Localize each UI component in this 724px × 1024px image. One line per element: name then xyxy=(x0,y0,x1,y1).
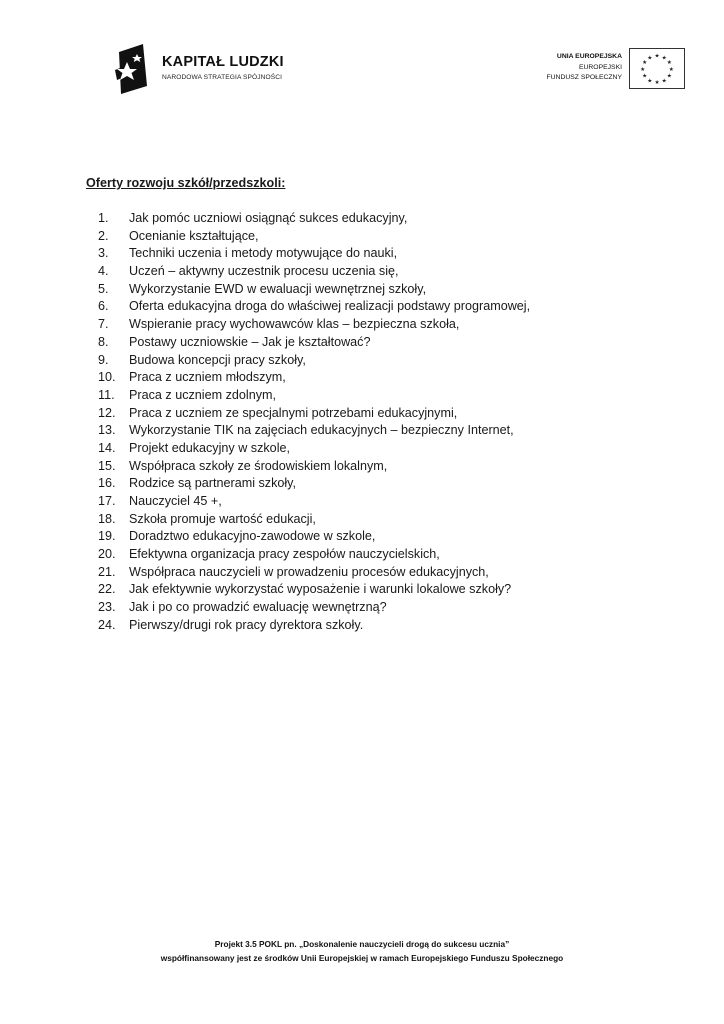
list-item-text: Praca z uczniem młodszym, xyxy=(129,370,286,385)
svg-text:★: ★ xyxy=(654,53,660,60)
list-item xyxy=(98,440,530,458)
list-item-number: 8. xyxy=(98,334,109,349)
list-item-text: Wykorzystanie TIK na zajęciach edukacyjnych – bezpieczny Internet, xyxy=(129,423,514,438)
list-item-text: Współpraca szkoły ze środowiskiem lokalnym, xyxy=(129,458,388,473)
list-item-text: Postawy uczniowskie – Jak je kształtować? xyxy=(129,334,371,349)
list-item-number: 3. xyxy=(98,246,109,261)
list-item xyxy=(98,298,530,316)
list-item-text: Rodzice są partnerami szkoły, xyxy=(129,476,297,491)
eu-logo xyxy=(537,48,687,90)
eu-logo-line1: UNIA EUROPEJSKA xyxy=(556,53,622,60)
list-item-text: Oferta edukacyjna droga do właściwej realizacji podstawy programowej, xyxy=(129,299,531,314)
svg-text:★: ★ xyxy=(668,66,674,73)
list-item-text: Współpraca nauczycieli w prowadzeniu procesów edukacyjnych, xyxy=(129,564,489,579)
eu-logo-text xyxy=(546,52,622,84)
list-item-text: Doradztwo edukacyjno-zawodowe w szkole, xyxy=(129,529,376,544)
list-item xyxy=(98,210,530,228)
list-item-number: 12. xyxy=(98,405,116,420)
list-item-text: Techniki uczenia i metody motywujące do nauki, xyxy=(129,246,398,261)
list-item-text: Ocenianie kształtujące, xyxy=(129,228,259,243)
list-item-text: Budowa koncepcji pracy szkoły, xyxy=(129,352,306,367)
svg-text:★: ★ xyxy=(642,60,648,67)
list-item-text: Uczeń – aktywny uczestnik procesu uczenia się, xyxy=(129,264,399,279)
list-item-number: 11. xyxy=(98,387,115,402)
list-item-text: Jak pomóc uczniowi osiągnąć sukces edukacyjny, xyxy=(129,211,408,225)
list-item xyxy=(98,599,530,617)
kapital-ludzki-logo xyxy=(113,42,313,96)
footer xyxy=(0,937,724,965)
list-item xyxy=(98,228,530,246)
eu-flag-icon xyxy=(629,48,685,89)
svg-text:★: ★ xyxy=(661,55,667,62)
list-item-number: 4. xyxy=(98,264,109,279)
svg-text:★: ★ xyxy=(640,66,646,73)
list-item-text: Pierwszy/drugi rok pracy dyrektora szkoły. xyxy=(129,617,364,632)
list-item-text: Wspieranie pracy wychowawców klas – bezpieczna szkoła, xyxy=(129,317,460,332)
list-item xyxy=(98,316,530,334)
list-item-number: 6. xyxy=(98,299,109,314)
list-item xyxy=(98,528,530,546)
list-item-number: 18. xyxy=(98,511,116,526)
kapital-ludzki-title: KAPITAŁ LUDZKI xyxy=(162,54,284,70)
list-item xyxy=(98,475,530,493)
list-item-number: 21. xyxy=(98,564,116,579)
list-item xyxy=(98,511,530,529)
svg-text:★: ★ xyxy=(661,78,667,85)
list-item xyxy=(98,369,530,387)
svg-text:★: ★ xyxy=(647,78,653,85)
svg-text:★: ★ xyxy=(647,55,653,62)
list-item xyxy=(98,493,530,511)
footer-line2: współfinansowany jest ze środków Unii Europejskiej w ramach Europejskiego Funduszu Społecznego xyxy=(160,953,564,963)
list-item-number: 19. xyxy=(98,529,116,544)
list-item xyxy=(98,387,530,405)
list-item-text: Praca z uczniem zdolnym, xyxy=(129,387,276,402)
list-item xyxy=(98,263,530,281)
list-item xyxy=(98,245,530,263)
list-item xyxy=(98,458,530,476)
list-item xyxy=(98,546,530,564)
list-item-number: 13. xyxy=(98,423,116,438)
list-item-text: Jak i po co prowadzić ewaluację wewnętrzną? xyxy=(129,600,387,615)
svg-text:★: ★ xyxy=(642,73,648,80)
list-item xyxy=(98,281,530,299)
list-item-number: 23. xyxy=(98,600,116,615)
list-item-text: Nauczyciel 45 +, xyxy=(129,494,222,508)
list-item-number: 15. xyxy=(98,458,116,473)
list-item-text: Jak efektywnie wykorzystać wyposażenie i warunki lokalowe szkoły? xyxy=(129,582,512,597)
list-item-number: 14. xyxy=(98,440,116,455)
list-item-number: 7. xyxy=(98,317,109,332)
page-title: Oferty rozwoju szkół/przedszkoli: xyxy=(86,176,286,190)
offers-list xyxy=(98,210,530,635)
list-item-number: 9. xyxy=(98,352,109,367)
list-item-text: Praca z uczniem ze specjalnymi potrzebami edukacyjnymi, xyxy=(129,405,458,420)
list-item xyxy=(98,352,530,370)
list-item-number: 20. xyxy=(98,547,116,562)
eu-logo-line2: EUROPEJSKI xyxy=(578,63,622,71)
list-item-text: Wykorzystanie EWD w ewaluacji wewnętrznej szkoły, xyxy=(129,281,427,296)
list-item-number: 16. xyxy=(98,476,116,491)
list-item xyxy=(98,581,530,599)
eu-logo-line3: FUNDUSZ SPOŁECZNY xyxy=(546,74,622,81)
list-item-number: 5. xyxy=(98,281,109,296)
footer-line1: Projekt 3.5 POKL pn. „Doskonalenie nauczycieli drogą do sukcesu ucznia” xyxy=(214,939,510,949)
list-item-text: Szkoła promuje wartość edukacji, xyxy=(129,511,316,526)
list-item xyxy=(98,617,530,635)
list-item xyxy=(98,564,530,582)
list-item-number: 2. xyxy=(98,228,109,243)
list-item-text: Efektywna organizacja pracy zespołów nauczycielskich, xyxy=(129,547,440,562)
list-item-number: 10. xyxy=(98,370,116,385)
list-item xyxy=(98,422,530,440)
kapital-ludzki-subtitle: NARODOWA STRATEGIA SPÓJNOŚCI xyxy=(162,74,283,81)
kapital-ludzki-emblem-icon xyxy=(113,42,151,96)
list-item-number: 22. xyxy=(98,582,116,597)
list-item xyxy=(98,405,530,423)
list-item-number: 1. xyxy=(98,211,109,225)
list-item-number: 24. xyxy=(98,617,116,632)
svg-text:★: ★ xyxy=(666,73,672,80)
list-item-text: Projekt edukacyjny w szkole, xyxy=(129,440,290,455)
list-item-number: 17. xyxy=(98,494,116,508)
svg-text:★: ★ xyxy=(654,80,660,87)
svg-text:★: ★ xyxy=(666,60,672,67)
list-item xyxy=(98,334,530,352)
